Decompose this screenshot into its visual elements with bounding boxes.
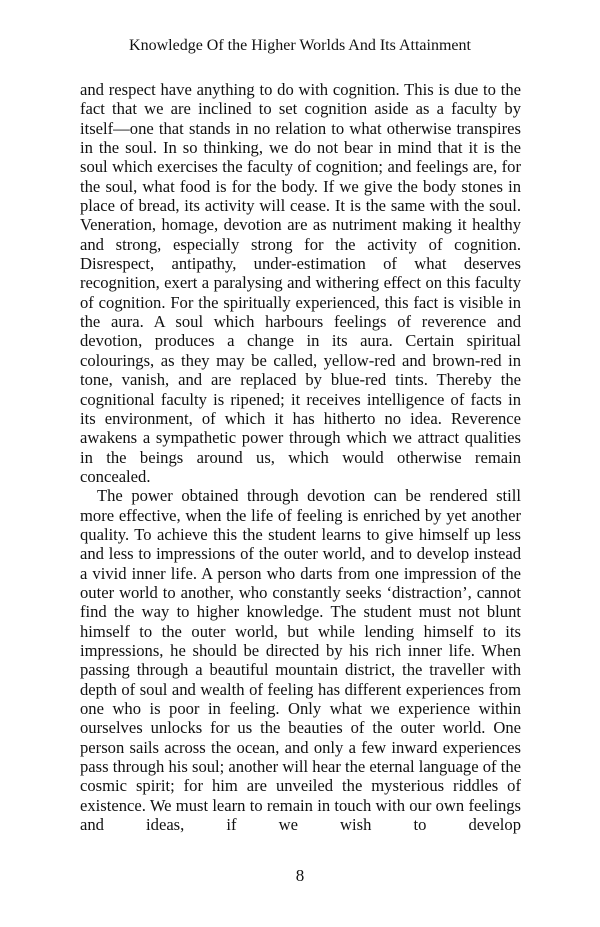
paragraph-devotion: The power obtained through devotion can be rendered still more effective, when the life of feeling is enriched by yet another quality. To achieve this the student learns to give himself up less and less to impressions of the outer world, and to develop instead a vivid inner life. A person who darts from one impression of the outer world to another, who constantly seeks ‘distraction’, cannot find the way to higher knowledge. The student must not blunt himself to the outer world, but while lending himself to its impressions, he should be directed by his rich inner life. When passing through a beautiful mountain district, the traveller with depth of soul and wealth of feeling has different experiences from one who is poor in feeling. Only what we experience within ourselves unlocks for us the beauties of the outer world. One person sails across the ocean, and only a few inward experiences pass through his soul; another will hear the eternal language of the cosmic spirit; for him are unveiled the mysterious riddles of existence. We must learn to remain in touch with our own feelings and ideas, if we wish to develop — [80, 486, 521, 835]
running-header-title: Knowledge Of the Higher Worlds And Its Attainment — [129, 37, 471, 54]
paragraph-continued: and respect have anything to do with cognition. This is due to the fact that we are inclined to set cognition aside as a faculty by itself—one that stands in no relation to what otherwise transpires in the soul. In so thinking, we do not bear in mind that it is the soul which exercises the faculty of cognition; and feelings are, for the soul, what food is for the body. If we give the body stones in place of bread, its activity will cease. It is the same with the soul. Veneration, homage, devotion are as nutriment making it healthy and strong, especially strong for the activity of cognition. Disrespect, antipathy, under-estimation of what deserves recognition, exert a paralysing and withering effect on this faculty of cognition. For the spiritually experienced, this fact is visible in the aura. A soul which harbours feelings of reverence and devotion, produces a change in its aura. Certain spiritual colourings, as they may be called, yellow-red and brown-red in tone, vanish, and are replaced by blue-red tints. Thereby the cognitional faculty is ripened; it receives intelligence of facts in its environment, of which it has hitherto no idea. Reverence awakens a sympathetic power through which we attract qualities in the beings around us, which would otherwise remain concealed. — [80, 80, 521, 486]
page-number: 8 — [295, 866, 305, 885]
body-text — [80, 80, 521, 834]
